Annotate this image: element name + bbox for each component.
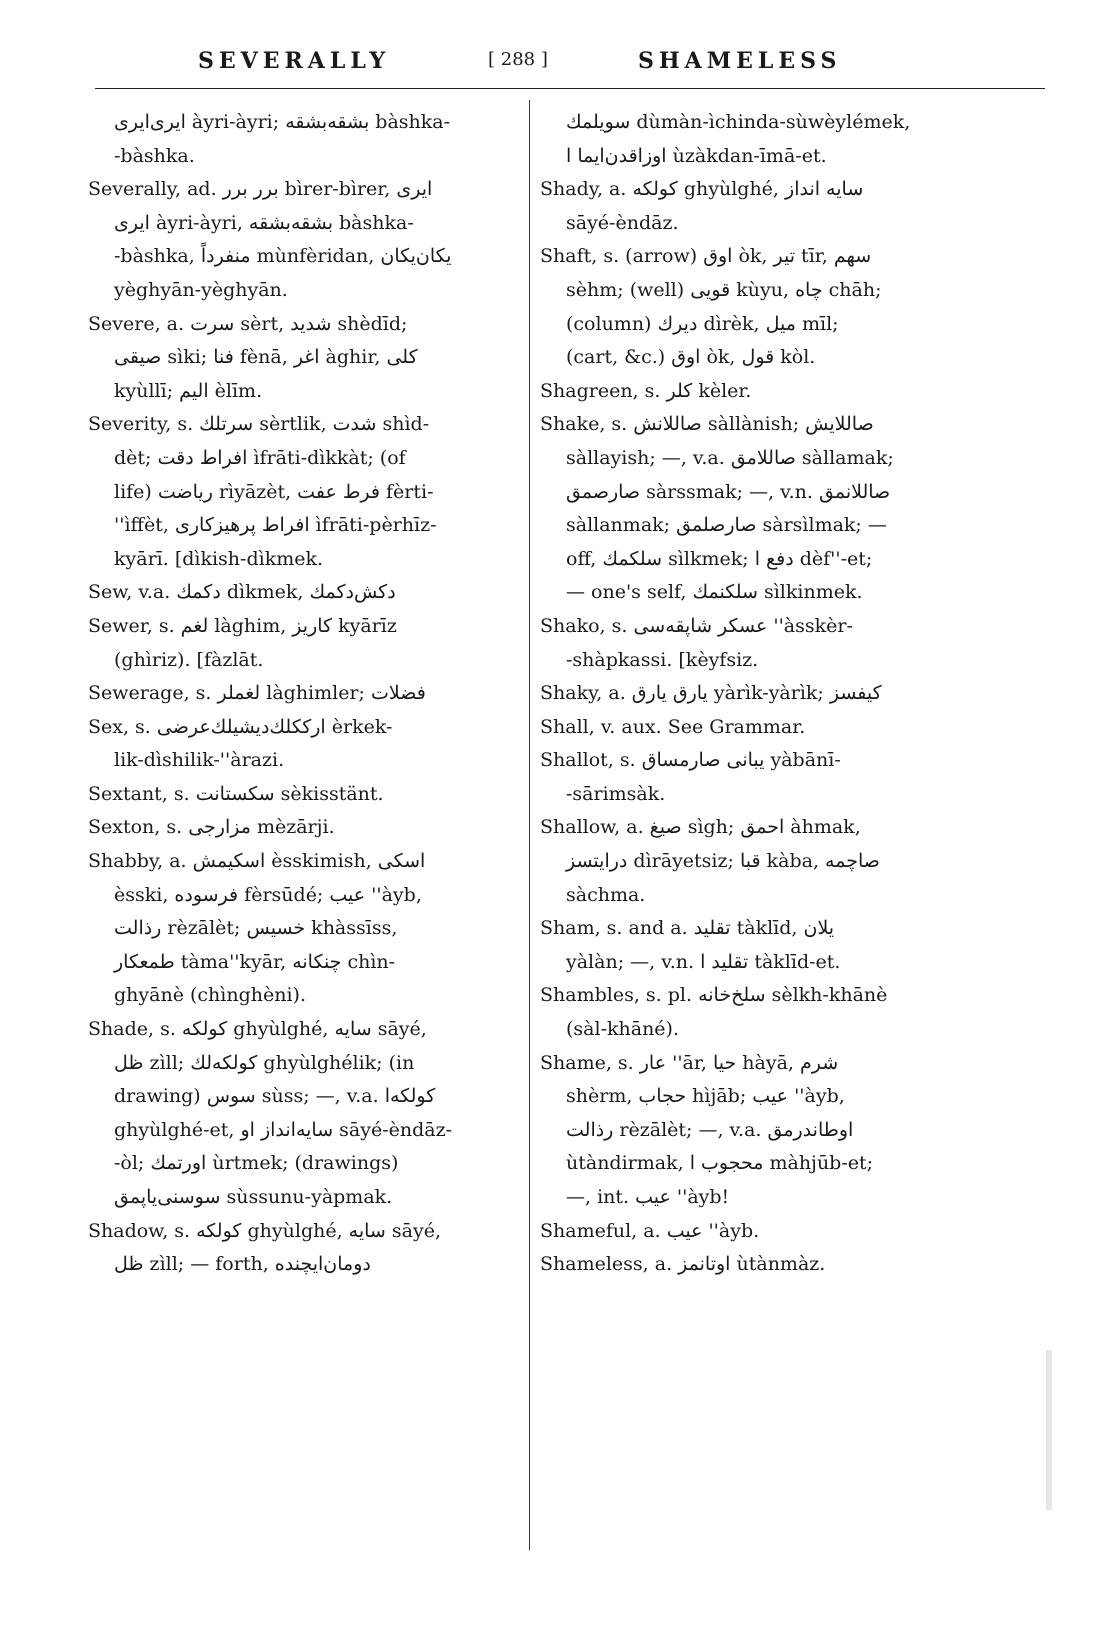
entry-line: Sewerage, s. لغملر làghimler; فضلات [88,682,426,705]
entry-line: رذالت rèzālèt; خسیس khàssīss, [114,917,398,940]
running-header [90,44,1040,80]
entry-line: اوزاقدن‌ایما ا ùzàkdan-īmā-et. [566,144,827,167]
entry-line: dèt; افراط دقت ìfrāti-dìkkàt; (of [114,446,406,469]
entry-line: (cart, &c.) اوق òk, قول kòl. [566,346,816,369]
entry-line: Severe, a. سرت sèrt, شدید shèdīd; [88,312,408,335]
entry-line: sàllanmak; صارصلمق sàrsìlmak; — [566,514,887,537]
entry-line: Shambles, s. pl. سلخ‌خانه sèlkh-khānè [540,984,888,1007]
entry-line: sèhm; (well) قویی kùyu, چاه chāh; [566,278,882,301]
entry-line: Severity, s. سرتلك sèrtlik, شدت shìd- [88,413,430,436]
entry-line: Severally, ad. برر برر bìrer-bìrer, ایری [88,178,433,201]
left-headword: SEVERALLY [198,48,391,74]
entry-line: (column) دیرك dìrèk, میل mīl; [566,312,839,335]
entry-line: yèghyān-yèghyān. [114,278,288,301]
entry-line: Shagreen, s. کلر kèler. [540,379,752,402]
entry-line: صیقی sìki; فنا fènā, اغر àghir, کلی [114,346,418,369]
right-column [540,106,970,1282]
entry-line: Shall, v. aux. See Grammar. [540,715,806,738]
entry-line: ایری àyri-àyri, بشقه‌بشقه bàshka- [114,211,414,234]
entry-line: ghyānè (chìnghèni). [114,984,306,1007]
entry-line: drawing) سوس sùss; —, v.a. کولکه‌ا [114,1085,436,1108]
entry-line: Sex, s. ارککلك‌دیشیلك‌عرضی èrkek- [88,715,393,738]
entry-line: Shaky, a. یارق یارق yàrìk-yàrìk; کیفسز [540,682,882,705]
entry-line: Sew, v.a. دکمك dìkmek, دکش‌دکمك [88,581,396,604]
entry-line: Shameless, a. اوتانمز ùtànmàz. [540,1253,826,1276]
entry-line: صارصمق sàrssmak; —, v.n. صاللانمق [566,480,891,503]
entry-line: -shàpkassi. [kèyfsiz. [566,648,759,671]
entry-line: kyārī. [dìkish-dìkmek. [114,547,324,570]
entry-line: Shade, s. کولکه ghyùlghé, سایه sāyé, [88,1018,427,1041]
entry-line: ایری‌ایری àyri-àyri; بشقه‌بشقه bàshka- [114,111,451,133]
entry-line: ظل zìll; کولکه‌لك ghyùlghélik; (in [114,1051,415,1074]
entry-line: Shame, s. عار ''ār, حیا hàyā, شرم [540,1051,839,1074]
entry-line: off, سلکمك sìlkmek; دفع ا dèf''-et; [566,547,873,570]
entry-line: ùtàndirmak, محجوب ا màhjūb-et; [566,1152,874,1175]
entry-line: -bàshka. [114,144,195,167]
column-divider [529,100,530,1550]
entry-line: -sārimsàk. [566,782,666,805]
entry-line: ghyùlghé-et, سایه‌انداز او sāyé-èndāz- [114,1118,453,1141]
entry-line: Sextant, s. سکستانت sèkisstänt. [88,782,384,805]
entry-line: yàlàn; —, v.n. تقلید ا tàklīd-et. [566,950,841,973]
entry-line: Sewer, s. لغم làghim, کاریز kyārīz [88,614,397,637]
entry-line: èsski, فرسوده fèrsūdé; عیب ''àyb, [114,883,422,906]
entry-line: Shallow, a. صیغ sìgh; احمق àhmak, [540,816,861,839]
entry-line: ظل zìll; — forth, دومان‌ایچنده [114,1253,371,1276]
entry-line: سوسنی‌یاپمق sùssunu-yàpmak. [114,1186,393,1208]
entry-line: sàchma. [566,883,646,906]
header-rule [95,88,1045,89]
entry-line: -bàshka, منفرداً mùnfèridan, یکان‌یکان [114,245,452,268]
entry-line: shèrm, حجاب hìjāb; عیب ''àyb, [566,1085,845,1108]
entry-line: سویلمك dùmàn-ìchinda-sùwèylémek, [566,111,911,133]
entry-line: —, int. عیب ''àyb! [566,1186,730,1208]
entry-line: (ghìriz). [fàzlāt. [114,648,264,671]
entry-line: kyùllī; الیم èlīm. [114,379,263,402]
entry-line: Sham, s. and a. تقلید tàklīd, یلان [540,917,835,940]
entry-line: Shameful, a. عیب ''àyb. [540,1219,760,1242]
entry-line: -òl; اورتمك ùrtmek; (drawings) [114,1152,399,1175]
entry-line: lik-dìshilik-''àrazi. [114,749,285,772]
entry-line: life) ریاضت rìyāzèt, فرط عفت fèrti- [114,480,434,503]
entry-line: — one's self, سلکنمك sìlkinmek. [566,581,863,604]
entry-line: Shake, s. صاللانش sàllànish; صاللایش [540,413,874,436]
entry-line: sàllayish; —, v.a. صاللامق sàllamak; [566,446,894,469]
entry-line: Shadow, s. کولکه ghyùlghé, سایه sāyé, [88,1219,441,1242]
entry-line: درایتسز dìrāyetsiz; قبا kàba, صاچمه [566,850,880,873]
entry-line: ''ìffèt, افراط پرهیزکاری ìfrāti-pèrhīz- [114,514,437,537]
entry-line: sāyé-èndāz. [566,211,679,234]
page-number: [ 288 ] [488,49,548,70]
entry-line: Shady, a. کولکه ghyùlghé, سایه انداز [540,178,864,201]
entry-line: (sàl-khāné). [566,1018,679,1041]
entry-line: Shallot, s. یبانی صارمساق yàbānī- [540,749,841,772]
left-column [88,106,520,1282]
entry-line: Shaft, s. (arrow) اوق òk, تیر tīr, سهم [540,245,872,268]
entry-line: Shabby, a. اسکیمش èsskimish, اسکی [88,850,426,873]
entry-line: طمعکار tàma''kyār, چنکانه chìn- [114,950,396,973]
entry-line: Shako, s. عسکر شاپقه‌سی ''àsskèr- [540,614,853,637]
entry-line: رذالت rèzālèt; —, v.a. اوطاندرمق [566,1118,854,1141]
page-edge-shadow [1046,1350,1052,1510]
entry-line: Sexton, s. مزارجی mèzārji. [88,816,335,839]
right-headword: SHAMELESS [638,48,842,74]
